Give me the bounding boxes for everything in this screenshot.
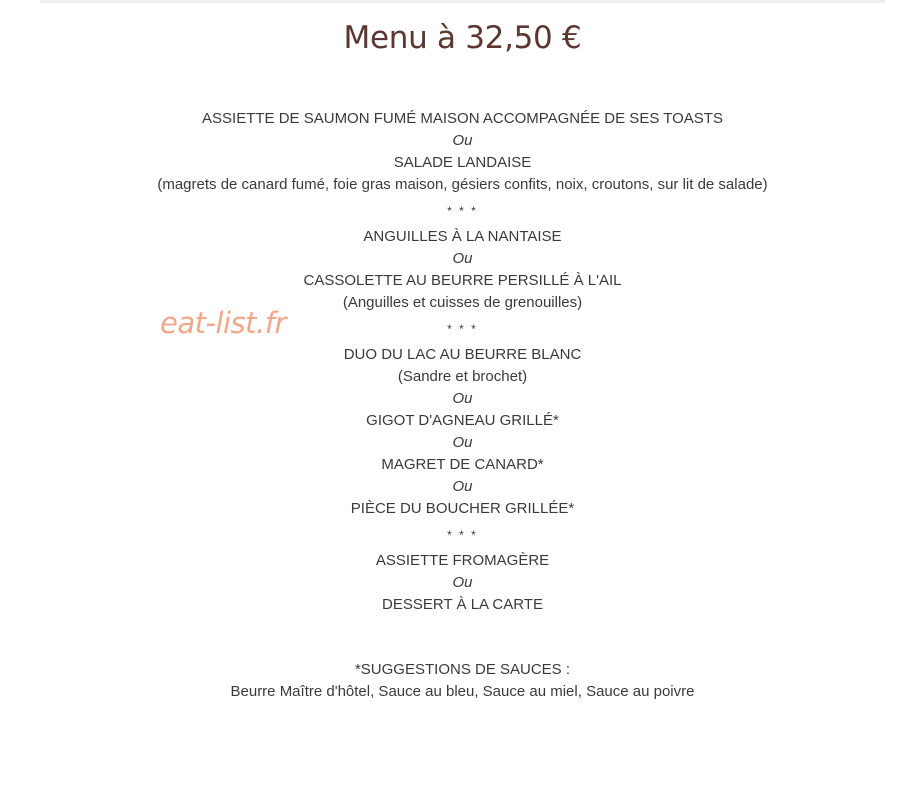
course-starter — [0, 108, 905, 196]
sauce-suggestions — [0, 659, 905, 703]
or-label: Ou — [452, 574, 473, 591]
menu-item: MAGRET DE CANARD* — [381, 456, 544, 473]
menu-title: Menu à 32,50 € — [343, 20, 582, 56]
menu-item: ANGUILLES À LA NANTAISE — [363, 228, 562, 245]
menu-item: DESSERT À LA CARTE — [382, 596, 543, 613]
course-separator: * * * — [447, 528, 478, 542]
course-separator: * * * — [447, 322, 478, 336]
or-label: Ou — [452, 132, 473, 149]
menu-item-detail: (magrets de canard fumé, foie gras maison, gésiers confits, noix, croutons, sur lit de salade) — [157, 176, 768, 193]
watermark-logo: eat-list.fr — [160, 306, 286, 340]
course-second — [0, 226, 905, 314]
menu-item: GIGOT D'AGNEAU GRILLÉ* — [366, 412, 559, 429]
or-label: Ou — [452, 478, 473, 495]
menu-item: CASSOLETTE AU BEURRE PERSILLÉ À L'AIL — [303, 272, 622, 289]
or-label: Ou — [452, 434, 473, 451]
top-divider — [40, 0, 885, 3]
menu-content — [0, 108, 905, 703]
menu-item-detail: (Anguilles et cuisses de grenouilles) — [342, 294, 583, 311]
course-dessert — [0, 550, 905, 616]
menu-item: ASSIETTE DE SAUMON FUMÉ MAISON ACCOMPAGNÉE DE SES TOASTS — [202, 110, 723, 127]
sauce-list: Beurre Maître d'hôtel, Sauce au bleu, Sauce au miel, Sauce au poivre — [230, 683, 695, 700]
course-main — [0, 344, 905, 520]
menu-item-detail: (Sandre et brochet) — [397, 368, 528, 385]
menu-item: PIÈCE DU BOUCHER GRILLÉE* — [350, 500, 575, 517]
or-label: Ou — [452, 390, 473, 407]
sauce-heading: *SUGGESTIONS DE SAUCES : — [354, 661, 571, 678]
or-label: Ou — [452, 250, 473, 267]
menu-item: ASSIETTE FROMAGÈRE — [375, 552, 550, 569]
course-separator: * * * — [447, 204, 478, 218]
menu-item: DUO DU LAC AU BEURRE BLANC — [343, 346, 582, 363]
menu-item: SALADE LANDAISE — [393, 154, 532, 171]
